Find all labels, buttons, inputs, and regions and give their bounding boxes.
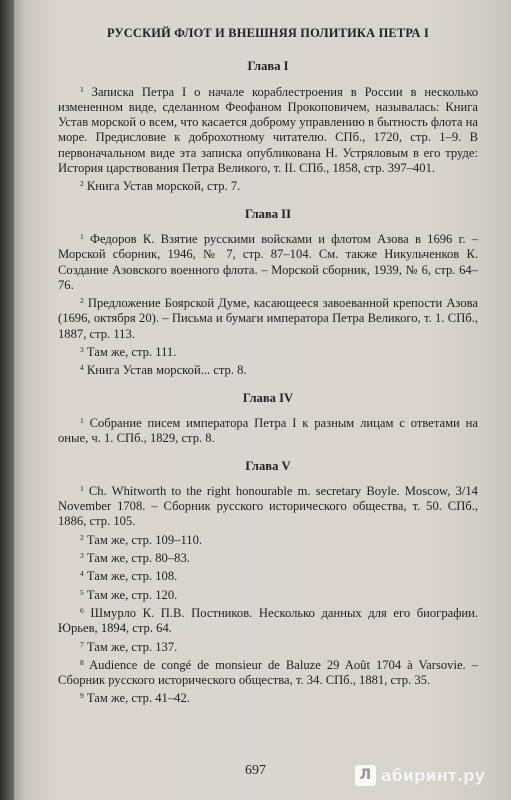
footnote	[58, 585, 478, 603]
page-content	[58, 18, 478, 707]
footnote	[58, 688, 478, 706]
footnote-text: Ch. Whitworth to the right honourable m. secretary Boyle. Moscow, 3/14 November 1708. – Сборник русского исторического общества, т. 50. СПб., 1886, стр. 105.	[58, 483, 478, 529]
book-spine	[0, 0, 14, 800]
footnote-text: Собрание писем императора Петра I к разным лицам с ответами на оные, ч. 1. СПб., 1829, стр. 8.	[58, 415, 478, 446]
footnote-text: Книга Устав морской... стр. 8.	[86, 363, 247, 378]
footnote	[58, 637, 478, 655]
footnote-text: Там же, стр. 41–42.	[86, 691, 190, 706]
footnote-text: Книга Устав морской, стр. 7.	[86, 179, 241, 194]
chapter-title: Глава I	[247, 59, 289, 74]
footnote-number: 3	[80, 345, 84, 355]
footnote	[58, 413, 478, 447]
footnote-text: Там же, стр. 80–83.	[86, 551, 190, 566]
chapter-title: Глава V	[245, 458, 291, 473]
footnote-number: 6	[80, 605, 84, 615]
footnote	[58, 530, 478, 548]
footnote-text: Там же, стр. 109–110.	[86, 532, 203, 547]
footnote-text: Записка Петра I о начале кораблестроения в России в несколько измененном виде, сделанном Феофаном Прокоповичем, называлась: Книга Устав морской о всем, что касается доброму управлению в бытность флота на море. Предисловие к доброхотному читателю. СПб., 1720, стр. 1–9. В первоначальном виде эта записка опубликована Н. Устряловым в его труде: История царствования Петра Великого, т. II. СПб., 1858, стр. 397–401.	[58, 84, 478, 176]
footnote-number: 2	[80, 179, 84, 189]
chapter-section	[58, 459, 478, 707]
footnote-text: Там же, стр. 111.	[86, 345, 177, 360]
footnote-number: 1	[80, 84, 84, 94]
footnote	[58, 82, 478, 177]
footnote-text: Audience de congé de monsieur de Baluze 29 Août 1704 à Varsovie. – Сборник русского исторического общества, т. 34. СПб., 1881, стр. 35.	[58, 657, 478, 688]
footnote	[58, 176, 478, 194]
footnote-number: 4	[80, 569, 84, 579]
running-header: РУССКИЙ ФЛОТ И ВНЕШНЯЯ ПОЛИТИКА ПЕТРА I	[107, 26, 429, 40]
footnote-number: 4	[80, 363, 84, 373]
chapter-title: Глава IV	[242, 390, 294, 405]
footnote	[58, 603, 478, 637]
footnote-number: 3	[80, 551, 84, 561]
watermark-text: абиринт.ру	[380, 765, 485, 785]
chapter-section	[58, 59, 478, 194]
footnote	[58, 566, 478, 584]
footnote-number: 1	[80, 231, 84, 241]
watermark	[355, 763, 485, 787]
labirint-logo-icon: Л	[355, 765, 376, 786]
page-number: 697	[245, 763, 266, 778]
chapter-section	[58, 207, 478, 379]
footnote	[58, 229, 478, 293]
footnote-number: 1	[80, 415, 84, 425]
footnote-text: Там же, стр. 120.	[86, 587, 178, 602]
footnote-text: Предложение Боярской Думе, касающееся завоеванной крепости Азова (1696, октября 20). – Письма и бумаги императора Петра Великого, т. 1. СПб., 1887, стр. 113.	[58, 296, 478, 341]
footnote	[58, 548, 478, 566]
footnote-number: 2	[80, 532, 84, 542]
footnote-number: 1	[80, 483, 84, 493]
footnote-number: 9	[80, 691, 84, 701]
footnote-number: 8	[80, 657, 84, 667]
chapter-section	[58, 391, 478, 447]
footnote-text: Там же, стр. 108.	[86, 569, 178, 584]
footnote	[58, 655, 478, 689]
footnote	[58, 293, 478, 342]
footnote-text: Шмурло К. П.В. Постников. Несколько данных для его биографии. Юрьев, 1894, стр. 64.	[58, 605, 478, 636]
footnote-number: 2	[80, 296, 84, 306]
footnote	[58, 360, 478, 378]
chapter-title: Глава II	[244, 206, 291, 221]
footnote	[58, 342, 478, 360]
footnote-number: 7	[80, 639, 84, 649]
footnote	[58, 481, 478, 530]
footnote-text: Федоров К. Взятие русскими войсками и флотом Азова в 1696 г. – Морской сборник, 1946, № 7, стр. 87–104. См. также Никульченков К. Создание Азовского военного флота. – Морской сборник, 1939, № 6, стр. 64–76.	[58, 231, 478, 292]
footnote-number: 5	[80, 587, 84, 597]
footnote-text: Там же, стр. 137.	[86, 639, 178, 654]
